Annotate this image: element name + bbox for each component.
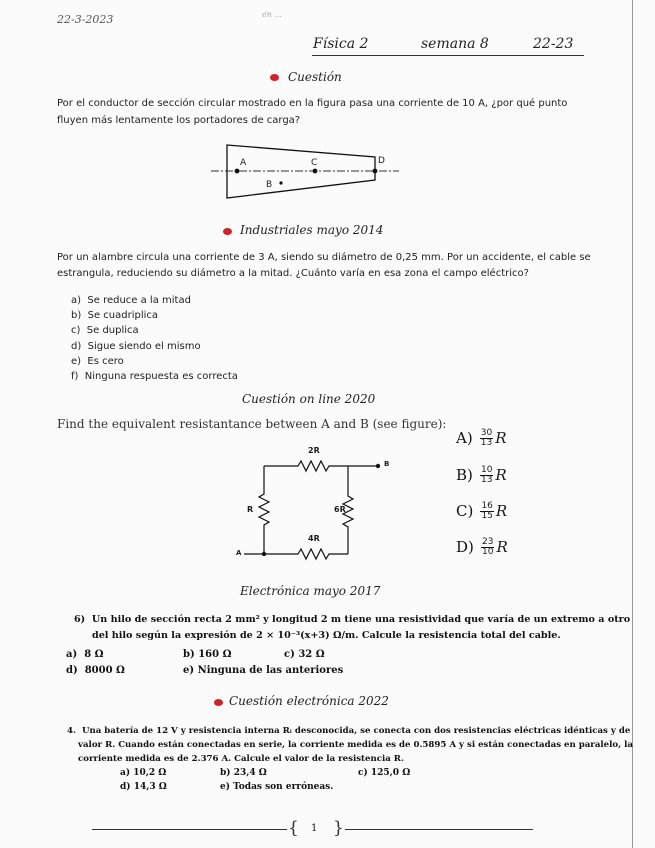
q2-text-line1: Por un alambre circula una corriente de 3 A, siendo su diámetro de 0,25 mm. Por un accidente, el cable se (57, 252, 591, 263)
header-underline (312, 55, 584, 56)
q4-tag: Electrónica mayo 2017 (240, 584, 381, 598)
bullet-icon (214, 699, 223, 706)
page-edge (632, 0, 633, 848)
circuit-label-bottom: 4R (308, 534, 320, 543)
circuit-label-right: 6R (334, 505, 346, 514)
q5-text-line1: 4. Una batería de 12 V y resistencia interna Rᵢ desconocida, se conecta con dos resistencias eléctricas idénticas y de (67, 726, 631, 736)
q5-option-c: c) 125,0 Ω (358, 768, 411, 778)
point-b (279, 181, 282, 184)
q2-tag: Industriales mayo 2014 (240, 223, 384, 237)
resistor-top (264, 461, 378, 471)
q5-text-line2: valor R. Cuando están conectadas en serie, la corriente medida es de 0.5895 A y si están conectadas en paralelo, la (78, 740, 633, 750)
q1-tag: Cuestión (288, 70, 342, 84)
q3-prompt: Find the equivalent resistantance between A and B (see figure): (57, 417, 447, 431)
q5-option-b: b) 23,4 Ω (220, 768, 267, 778)
q2-text-line2: estrangula, reduciendo su diámetro a la mitad. ¿Cuánto varía en esa zona el campo eléctrico? (57, 268, 529, 279)
subject-title: Física 2 (313, 36, 369, 52)
choice-b: B) $\frac{10}{13}$ R (456, 465, 507, 485)
circuit-node-a: A (236, 549, 242, 557)
bullet-icon (223, 228, 232, 235)
bullet-icon (270, 74, 279, 81)
label-d: D (378, 156, 385, 166)
choice-d: D) $\frac{23}{10}$ R (456, 537, 508, 557)
footer-brace-left: { (288, 818, 299, 838)
q1-text-line1: Por el conductor de sección circular mostrado en la figura pasa una corriente de 10 A, ¿por qué punto (57, 98, 568, 109)
q1-text-line2: fluyen más lentamente los portadores de carga? (57, 115, 301, 126)
resistor-bottom (244, 549, 348, 559)
circuit-node-b: B (384, 460, 390, 468)
q4-option-a: a) 8 Ω (66, 649, 104, 660)
node-a-dot (262, 552, 266, 556)
choice-a: A) $\frac{30}{13}$ R (456, 428, 507, 448)
circuit-label-top: 2R (308, 446, 320, 455)
label-b: B (266, 180, 273, 190)
q2-option-a: a) Se reduce a la mitad (71, 295, 191, 306)
q5-option-d: d) 14,3 Ω (120, 782, 167, 792)
label-a: A (240, 158, 247, 168)
q2-option-c: c) Se duplica (71, 325, 139, 336)
q4-text-line1: 6) Un hilo de sección recta 2 mm² y longitud 2 m tiene una resistividad que varía de un extremo a otro (74, 614, 631, 625)
q5-option-e: e) Todas son erróneas. (220, 782, 334, 792)
page-number: 1 (311, 823, 318, 834)
q2-option-f: f) Ninguna respuesta es correcta (71, 371, 238, 382)
q5-text-line3: corriente medida es de 2.376 A. Calcule el valor de la resistencia R. (78, 754, 404, 764)
point-c (313, 169, 318, 174)
footer-line-left (92, 829, 287, 830)
point-d (373, 169, 378, 174)
q4-text-line2: del hilo según la expresión de 2 × 10⁻³(x+3) Ω/m. Calcule la resistencia total del cable. (92, 630, 561, 641)
q5-tag: Cuestión electrónica 2022 (229, 694, 389, 708)
footer-brace-right: } (333, 818, 344, 838)
q4-option-b: b) 160 Ω (183, 649, 232, 660)
choice-c: C) $\frac{16}{15}$ R (456, 501, 508, 521)
q2-option-d: d) Sigue siendo el mismo (71, 341, 201, 352)
node-b-dot (376, 464, 380, 468)
date-note: 22-3-2023 (57, 13, 114, 26)
week-label: semana 8 (421, 36, 489, 52)
q4-option-c: c) 32 Ω (284, 649, 325, 660)
conductor-figure (205, 140, 405, 204)
q5-option-a: a) 10,2 Ω (120, 768, 167, 778)
resistor-left (259, 466, 269, 554)
circuit-figure (230, 440, 390, 568)
scribble-note: en ... (262, 10, 283, 19)
conductor-shape (227, 145, 375, 198)
q2-option-b: b) Se cuadriplica (71, 310, 159, 321)
point-a (235, 169, 240, 174)
circuit-label-left: R (247, 505, 254, 514)
footer-line-right (345, 829, 533, 830)
year-label: 22-23 (533, 36, 574, 52)
q4-option-d: d) 8000 Ω (66, 665, 125, 676)
label-c: C (311, 158, 318, 168)
q4-option-e: e) Ninguna de las anteriores (183, 665, 344, 676)
q3-tag: Cuestión on line 2020 (242, 392, 376, 406)
q2-option-e: e) Es cero (71, 356, 124, 367)
